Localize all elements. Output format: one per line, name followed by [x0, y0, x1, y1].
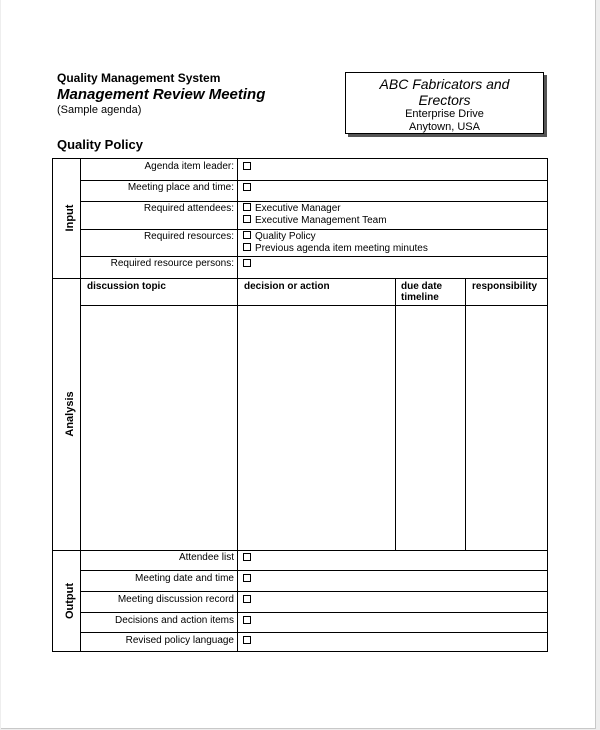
row-line: [80, 570, 548, 571]
row-line: [80, 632, 548, 633]
checkbox[interactable]: [243, 574, 251, 586]
row-line: [80, 256, 548, 257]
checkbox[interactable]: [243, 553, 251, 565]
document-subtitle: (Sample agenda): [57, 104, 142, 116]
checkbox[interactable]: [243, 259, 251, 271]
col-decision-action: decision or action: [244, 281, 330, 292]
section-line: [52, 278, 548, 279]
output-row-label: Decisions and action items: [115, 615, 234, 626]
checkbox[interactable]: [243, 636, 251, 648]
checkbox[interactable]: [243, 183, 251, 195]
checklist-item[interactable]: Executive Manager: [243, 203, 387, 215]
row-line: [80, 305, 548, 306]
due-divider: [395, 278, 396, 550]
row-line: [80, 180, 548, 181]
analysis-section-label: Analysis: [64, 391, 76, 437]
input-section-label: Input: [64, 204, 76, 232]
checkbox[interactable]: [243, 616, 251, 628]
checklist-item[interactable]: Previous agenda item meeting minutes: [243, 243, 428, 255]
output-row-label: Revised policy language: [125, 635, 234, 646]
col-discussion-topic: discussion topic: [87, 281, 166, 292]
section-line: [52, 550, 548, 551]
output-row-label: Meeting discussion record: [117, 594, 234, 605]
checklist-item[interactable]: Executive Management Team: [243, 215, 387, 227]
checkbox[interactable]: [243, 162, 251, 174]
policy-heading: Quality Policy: [57, 137, 143, 152]
company-city: Anytown, USA: [409, 121, 480, 133]
output-section-label: Output: [64, 582, 76, 620]
output-row-label: Attendee list: [178, 552, 234, 563]
label-divider: [237, 158, 238, 652]
input-row-label: Agenda item leader:: [144, 161, 234, 172]
row-line: [80, 591, 548, 592]
row-line: [80, 229, 548, 230]
input-row-label: Meeting place and time:: [127, 182, 234, 193]
checkbox[interactable]: [243, 595, 251, 607]
document-title: Management Review Meeting: [57, 86, 266, 103]
resp-divider: [465, 278, 466, 550]
row-line: [80, 201, 548, 202]
company-box: [345, 72, 544, 134]
input-row-label: Required resource persons:: [110, 258, 234, 269]
system-title: Quality Management System: [57, 71, 221, 85]
checklist-item[interactable]: Quality Policy: [243, 231, 428, 243]
company-name: ABC Fabricators and Erectors: [379, 76, 510, 108]
input-row-value: [243, 203, 387, 227]
col-responsibility: responsibility: [472, 281, 538, 292]
row-line: [80, 612, 548, 613]
section-divider: [80, 158, 81, 652]
input-row-label: Required attendees:: [143, 203, 234, 214]
input-row-label: Required resources:: [143, 231, 234, 242]
output-row-label: Meeting date and time: [135, 573, 234, 584]
company-street: Enterprise Drive: [405, 108, 484, 120]
col-due-date: due date timeline: [401, 281, 443, 303]
input-row-value: [243, 231, 428, 255]
